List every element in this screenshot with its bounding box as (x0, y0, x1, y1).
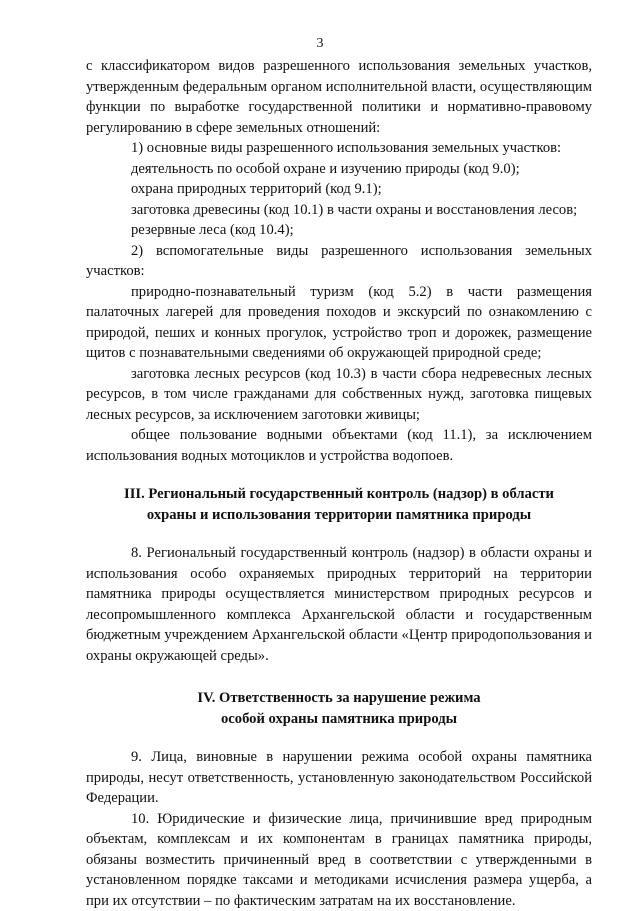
section-3-heading-line2: охраны и использования территории памятника природы (147, 507, 531, 523)
main-use-item: охрана природных территорий (код 9.1); (86, 179, 592, 200)
aux-use-item: природно-познавательный туризм (код 5.2) в части размещения палаточных лагерей для проведения походов и экскурсий по ознакомлению с природой, пеших и конных прогулок, устройство троп и дорожек, размещение щитов с познавательными сведениями об окружающей природной среде; (86, 282, 592, 364)
main-use-item: заготовка древесины (код 10.1) в части охраны и восстановления лесов; (86, 200, 592, 221)
section-3-heading (86, 484, 592, 525)
aux-uses-title: 2) вспомогательные виды разрешенного использования земельных участков: (86, 241, 592, 282)
section-3-heading-line1: III. Региональный государственный контроль (надзор) в области (124, 486, 554, 502)
section-4-heading-line2: особой охраны памятника природы (221, 711, 457, 727)
paragraph-9: 9. Лица, виновные в нарушении режима особой охраны памятника природы, несут ответственность, установленную законодательством Российской Федерации. (86, 747, 592, 809)
aux-use-item: общее пользование водными объектами (код 11.1), за исключением использования водных мотоциклов и устройства водопоев. (86, 425, 592, 466)
main-use-item: деятельность по особой охране и изучению природы (код 9.0); (86, 159, 592, 180)
document-body (86, 56, 592, 911)
main-uses-title: 1) основные виды разрешенного использования земельных участков: (86, 138, 592, 159)
main-use-item: резервные леса (код 10.4); (86, 220, 592, 241)
section-4-heading (86, 688, 592, 729)
page-number: 3 (0, 36, 640, 52)
section-4-heading-line1: IV. Ответственность за нарушение режима (197, 690, 480, 706)
intro-paragraph: с классификатором видов разрешенного использования земельных участков, утвержденным федеральным органом исполнительной власти, осуществляющим функции по выработке государственной политики и нормативно-правовому регулированию в сфере земельных отношений: (86, 56, 592, 138)
paragraph-8: 8. Региональный государственный контроль (надзор) в области охраны и использования особо охраняемых природных территорий на территории памятника природы осуществляется министерством природных ресурсов и лесопромышленного комплекса Архангельской области и государственным бюджетным учреждением Архангельской области «Центр природопользования и охраны окружающей среды». (86, 543, 592, 666)
aux-use-item: заготовка лесных ресурсов (код 10.3) в части сбора недревесных лесных ресурсов, в том числе гражданами для собственных нужд, заготовка пищевых лесных ресурсов, за исключением заготовки живицы; (86, 364, 592, 426)
paragraph-10: 10. Юридические и физические лица, причинившие вред природным объектам, комплексам и их компонентам в границах памятника природы, обязаны возместить причиненный вред в соответствии с утвержденными в установленном порядке таксами и методиками исчисления размера ущерба, а при их отсутствии – по фактическим затратам на их восстановление. (86, 809, 592, 911)
